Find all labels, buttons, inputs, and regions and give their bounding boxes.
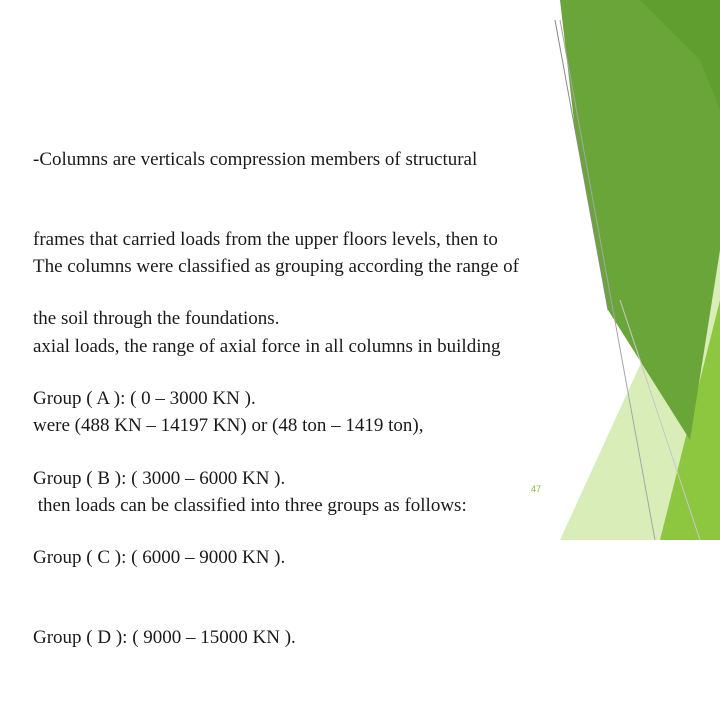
page-number: 47 bbox=[531, 484, 542, 494]
group-item-d: Group ( D ): ( 9000 – 15000 KN ). bbox=[33, 626, 296, 648]
group-item-b: Group ( B ): ( 3000 – 6000 KN ). bbox=[33, 467, 286, 489]
text-line: then loads can be classified into three groups as follows: bbox=[33, 494, 467, 516]
group-item-c: Group ( C ): ( 6000 – 9000 KN ). bbox=[33, 547, 286, 568]
groups-list bbox=[33, 333, 296, 704]
text-line: frames that carried loads from the upper floors levels, then to bbox=[33, 228, 498, 250]
text-line: axial loads, the range of axial force in all columns in building bbox=[33, 335, 501, 357]
text-line: -Columns are verticals compression members of structural bbox=[33, 149, 478, 170]
text-line: The columns were classified as grouping according the range of bbox=[33, 256, 519, 277]
text-line: were (488 KN – 14197 KN) or (48 ton – 1419 ton), bbox=[33, 415, 424, 436]
text-line: the soil through the foundations. bbox=[33, 308, 280, 329]
group-item-a: Group ( A ): ( 0 – 3000 KN ). bbox=[33, 388, 256, 409]
